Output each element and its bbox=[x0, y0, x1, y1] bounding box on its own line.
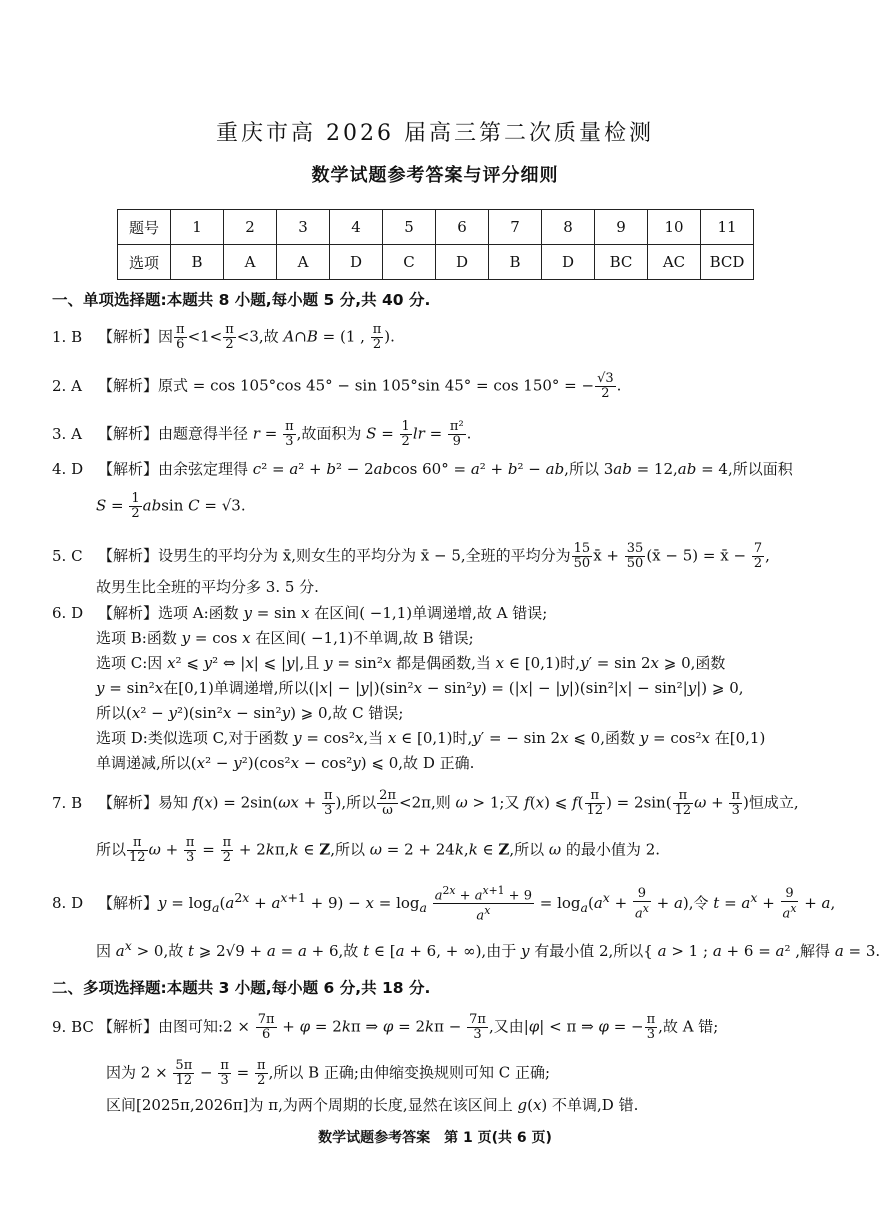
table-cell: 3 bbox=[277, 210, 330, 245]
solution-2: 2. A 【解析】原式 = cos 105°cos 45° − sin 105°sin 45° = cos 150° = − $\frac{√3}{2}$ . bbox=[52, 371, 622, 401]
table-cell: 11 bbox=[701, 210, 754, 245]
table-cell: A bbox=[277, 245, 330, 280]
table-cell: 7 bbox=[489, 210, 542, 245]
solution-3: 3. A 【解析】由题意得半径 r = $\frac{\pi}{3}$ ,故面积为 S = $\frac{1}{2}$ lr = $\frac{\text{π²}}{9}$ . bbox=[52, 419, 472, 449]
row-label: 题号 bbox=[118, 210, 171, 245]
solution-5-cont: 故男生比全班的平均分多 3. 5 分. bbox=[96, 578, 319, 596]
table-cell: BC bbox=[595, 245, 648, 280]
solution-7-cont: 所以 $\frac{\pi}{12}$ ω + $\frac{\pi}{3}$ = $\frac{\pi}{2}$ + 2kπ,k ∈ Z,所以 ω = 2 + 24k,k ∈ Z,所以 ω 的最小值为 2. bbox=[96, 835, 661, 865]
table-cell: D bbox=[330, 245, 383, 280]
table-cell: 5 bbox=[383, 210, 436, 245]
table-cell: B bbox=[171, 245, 224, 280]
solution-6-c3: 所以(x² − y²)(sin²x − sin²y) ⩾ 0,故 C 错误; bbox=[96, 704, 404, 722]
solution-1: 1. B 【解析】因 $\frac{\pi}{6}$ <1< $\frac{\pi}{2}$ <3,故 A∩B = (1 , $\frac{\pi}{2}$ ). bbox=[52, 322, 395, 352]
solution-6-b: 选项 B:函数 y = cos x 在区间( −1,1)不单调,故 B 错误; bbox=[96, 629, 474, 647]
table-cell: 9 bbox=[595, 210, 648, 245]
page-title: 重庆市高 2026 届高三第二次质量检测 bbox=[216, 121, 654, 146]
table-cell: 6 bbox=[436, 210, 489, 245]
table-cell: B bbox=[489, 245, 542, 280]
solution-9-c: 区间[2025π,2026π]为 π,为两个周期的长度,显然在该区间上 g(x) 不单调,D 错. bbox=[106, 1096, 639, 1114]
table-cell: 8 bbox=[542, 210, 595, 245]
solution-9-b: 因为 2 × $\frac{5\pi}{12}$ − $\frac{\pi}{3}$ = $\frac{\pi}{2}$ ,所以 B 正确;由伸缩变换规则可知 C 正确; bbox=[106, 1058, 551, 1088]
solution-6-c2: y = sin²x在[0,1)单调递增,所以(|x| − |y|)(sin²x − sin²y) = (|x| − |y|)(sin²|x| − sin²|y|) ⩾ 0, bbox=[96, 679, 744, 697]
row-label: 选项 bbox=[118, 245, 171, 280]
page-footer: 数学试题参考答案 第 1 页(共 6 页) bbox=[318, 1130, 552, 1146]
table-cell: AC bbox=[648, 245, 701, 280]
table-cell: D bbox=[542, 245, 595, 280]
table-cell: 10 bbox=[648, 210, 701, 245]
page-subtitle: 数学试题参考答案与评分细则 bbox=[311, 165, 559, 186]
table-cell: D bbox=[436, 245, 489, 280]
table-cell: 4 bbox=[330, 210, 383, 245]
solution-7: 7. B 【解析】易知 f(x) = 2sin(ωx + $\frac{\pi}{3}$ ),所以 $\frac{2\pi}{\omega}$ <2π,则 ω > 1;又 f(x) ⩽ f( $\frac{\pi}{12}$ ) = 2sin( $\frac{\pi}{12}$ ω + $\frac{\pi}{3}$ )恒成立, bbox=[52, 788, 799, 818]
solution-4-cont: S = $\frac{1}{2}$ absin C = √3. bbox=[96, 491, 246, 521]
answer-table bbox=[117, 209, 754, 280]
table-cell: 2 bbox=[224, 210, 277, 245]
table-cell: A bbox=[224, 245, 277, 280]
table-row-answers bbox=[118, 245, 754, 280]
table-cell: BCD bbox=[701, 245, 754, 280]
solution-6: 6. D 【解析】选项 A:函数 y = sin x 在区间( −1,1)单调递增,故 A 错误; bbox=[52, 604, 548, 622]
solution-6-d: 选项 D:类似选项 C,对于函数 y = cos²x,当 x ∈ [0,1)时,y′ = − sin 2x ⩽ 0,函数 y = cos²x 在[0,1) bbox=[96, 729, 766, 747]
solution-9: 9. BC 【解析】由图可知:2 × $\frac{7\pi}{6}$ + φ = 2kπ ⇒ φ = 2kπ − $\frac{7\pi}{3}$ ,又由|φ| < π ⇒ φ = − $\frac{\pi}{3}$ ,故 A 错; bbox=[52, 1012, 719, 1042]
table-cell: C bbox=[383, 245, 436, 280]
solution-6-d2: 单调递减,所以(x² − y²)(cos²x − cos²y) ⩽ 0,故 D 正确. bbox=[96, 754, 475, 772]
solution-5: 5. C 【解析】设男生的平均分为 x̄,则女生的平均分为 x̄ − 5,全班的平均分为 $\frac{15}{50}$ x̄ + $\frac{35}{50}$ (x̄ − 5) = x̄ − $\frac{7}{2}$ , bbox=[52, 541, 770, 571]
section-heading-single: 一、单项选择题:本题共 8 小题,每小题 5 分,共 40 分. bbox=[52, 291, 431, 309]
solution-8-cont: 因 $a^x > 0$,故 t ⩾ 2√9 + a = a + 6,故 t ∈ [a + 6, + ∞),由于 y 有最小值 2,所以{ a > 1 ; a + 6 = a² ,解得 a = 3. bbox=[96, 938, 880, 960]
solution-6-c: 选项 C:因 x² ⩽ y² ⇔ |x| ⩽ |y|,且 y = sin²x 都是偶函数,当 x ∈ [0,1)时,y′ = sin 2x ⩾ 0,函数 bbox=[96, 654, 726, 672]
table-cell: 1 bbox=[171, 210, 224, 245]
table-row-numbers bbox=[118, 210, 754, 245]
solution-4: 4. D 【解析】由余弦定理得 c² = a² + b² − 2abcos 60° = a² + b² − ab,所以 3ab = 12,ab = 4,所以面积 bbox=[52, 460, 793, 478]
section-heading-multi: 二、多项选择题:本题共 3 小题,每小题 6 分,共 18 分. bbox=[52, 979, 431, 997]
solution-8: 8. D 【解析】$y = \log_a(a^{2x} + a^{x+1} + 9) - x = \log_a$ $\frac{a^{2x} + a^{x+1} + 9}{a^x}$ = $\log_a(a^x$ + $\frac{9}{a^x}$ + a),令 $t = a^x$ + $\frac{9}{a^x}$ + a, bbox=[52, 884, 836, 924]
